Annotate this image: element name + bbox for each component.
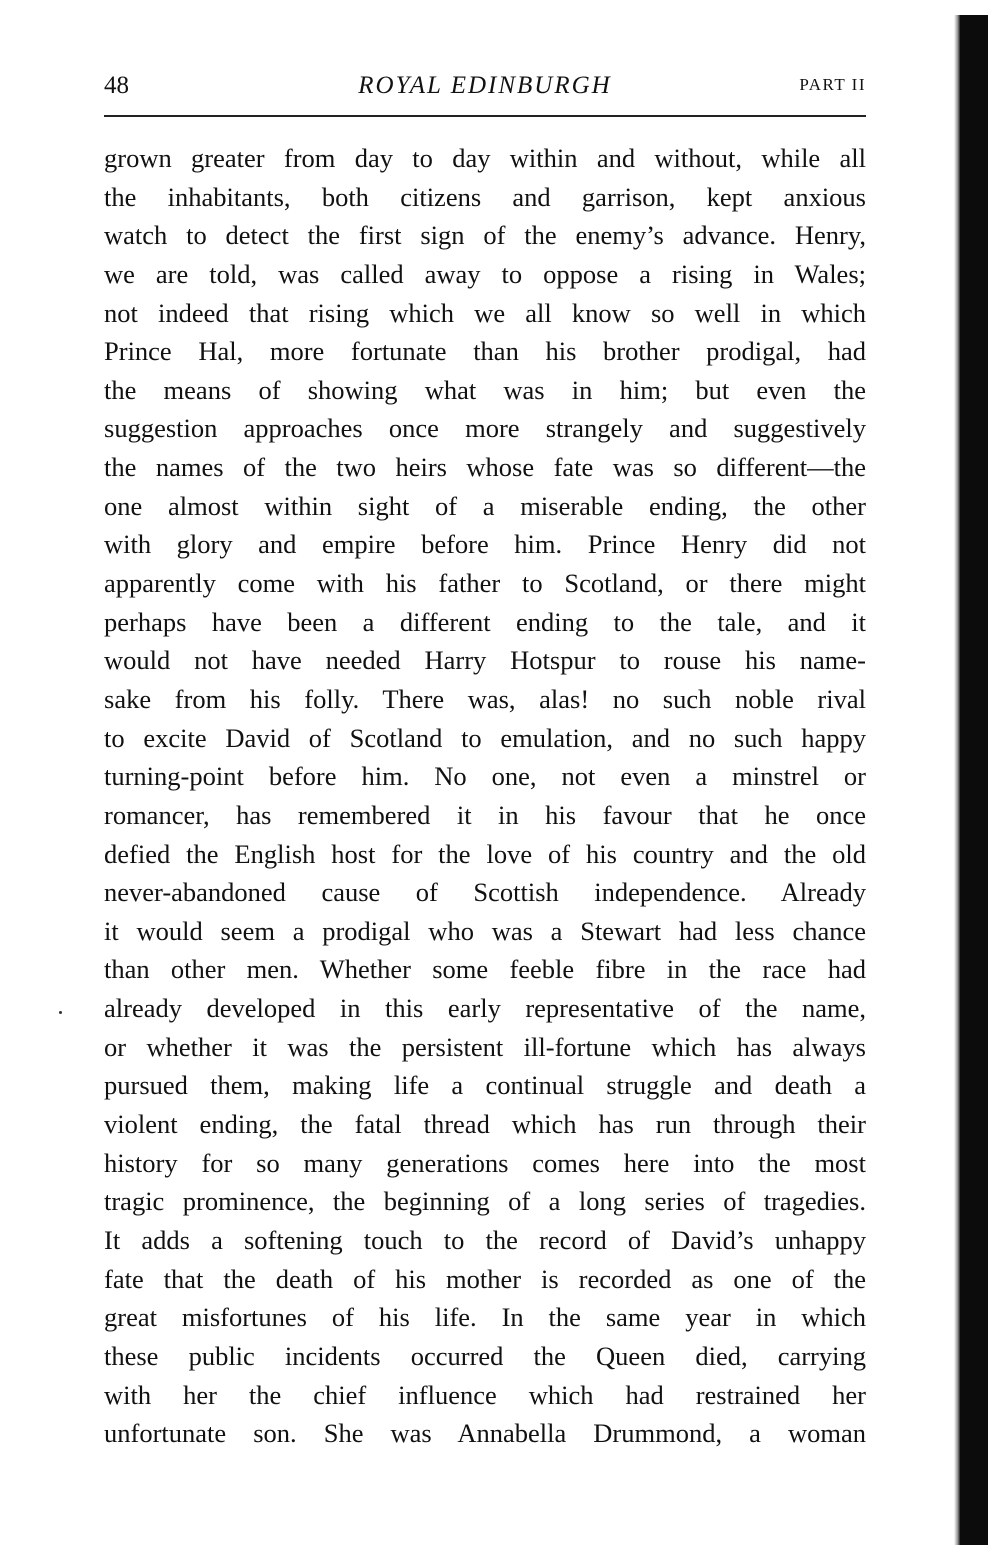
text-line-content: never-abandoned cause of Scottish independence. Already (104, 877, 866, 908)
text-line-content: than other men. Whether some feeble fibre in the race had (104, 954, 866, 985)
text-line (104, 873, 866, 912)
text-line-content: watch to detect the first sign of the enemy’s advance. Henry, (104, 220, 866, 251)
text-line-content: turning-point before him. No one, not even a minstrel or (104, 761, 866, 792)
text-line-content: with glory and empire before him. Prince Henry did not (104, 529, 866, 560)
text-line (104, 1028, 866, 1067)
text-line-content: history for so many generations comes here into the most (104, 1147, 866, 1178)
text-line (104, 1182, 866, 1221)
text-line-content: pursued them, making life a continual struggle and death a (104, 1070, 866, 1101)
text-line-content: tragic prominence, the beginning of a long series of tragedies. (104, 1186, 866, 1217)
text-line-content: sake from his folly. There was, alas! no such noble rival (104, 683, 866, 714)
margin-speck (59, 1011, 62, 1014)
text-line (104, 525, 866, 564)
text-line-content: to excite David of Scotland to emulation, and no such happy (104, 722, 866, 753)
running-title: ROYAL EDINBURGH (358, 72, 612, 99)
text-line (104, 139, 866, 178)
text-line (104, 912, 866, 951)
header-rule (104, 115, 866, 117)
text-line-content: defied the English host for the love of his country and the old (104, 838, 866, 869)
text-line (104, 835, 866, 874)
text-line (104, 1260, 866, 1299)
text-line-content: one almost within sight of a miserable ending, the other (104, 490, 866, 521)
text-line-content: violent ending, the fatal thread which has run through their (104, 1109, 866, 1140)
text-line-content: the inhabitants, both citizens and garrison, kept anxious (104, 181, 866, 212)
text-line-content: the names of the two heirs whose fate was so different—the (104, 452, 866, 483)
part-label: PART II (799, 75, 866, 94)
text-line (104, 371, 866, 410)
body-text (104, 139, 866, 1453)
text-line-content: we are told, was called away to oppose a rising in Wales; (104, 258, 866, 289)
text-line (104, 796, 866, 835)
text-line (104, 1337, 866, 1376)
text-line (104, 216, 866, 255)
text-line (104, 255, 866, 294)
text-line (104, 1298, 866, 1337)
scan-edge (960, 15, 988, 1545)
text-line-content: suggestion approaches once more strangely and suggestively (104, 413, 866, 444)
text-line (104, 641, 866, 680)
text-line (104, 1066, 866, 1105)
text-line (104, 719, 866, 758)
text-line (104, 603, 866, 642)
text-line-content: or whether it was the persistent ill-fortune which has always (104, 1031, 866, 1062)
text-line (104, 409, 866, 448)
page-number: 48 (104, 72, 129, 99)
text-line (104, 950, 866, 989)
text-line (104, 332, 866, 371)
text-line-content: would not have needed Harry Hotspur to rouse his name- (104, 645, 866, 676)
text-line-content: the means of showing what was in him; but even the (104, 374, 866, 405)
text-line-content: fate that the death of his mother is recorded as one of the (104, 1263, 866, 1294)
text-line (104, 680, 866, 719)
text-line (104, 1105, 866, 1144)
text-line-content: apparently come with his father to Scotland, or there might (104, 568, 866, 599)
text-line-content: grown greater from day to day within and without, while all (104, 143, 866, 173)
text-line (104, 178, 866, 217)
text-line (104, 989, 866, 1028)
text-line (104, 448, 866, 487)
text-line-content: with her the chief influence which had restrained her (104, 1379, 866, 1410)
text-line (104, 1414, 866, 1453)
text-line (104, 487, 866, 526)
text-line-content: it would seem a prodigal who was a Stewart had less chance (104, 915, 866, 946)
running-header (104, 72, 866, 106)
text-line (104, 564, 866, 603)
text-line (104, 1376, 866, 1415)
text-line-content: Prince Hal, more fortunate than his brother prodigal, had (104, 336, 866, 367)
text-line-content: perhaps have been a different ending to the tale, and it (104, 606, 866, 637)
text-line-content: romancer, has remembered it in his favour that he once (104, 799, 866, 830)
text-line-content: not indeed that rising which we all know so well in which (104, 297, 866, 328)
text-line-content: these public incidents occurred the Queen died, carrying (104, 1340, 866, 1371)
text-line-content: already developed in this early representative of the name, (104, 993, 866, 1024)
text-line-content: It adds a softening touch to the record of David’s unhappy (104, 1224, 866, 1255)
text-line (104, 757, 866, 796)
text-line-content: unfortunate son. She was Annabella Drummond, a woman (104, 1418, 866, 1449)
text-line (104, 1144, 866, 1183)
text-line (104, 294, 866, 333)
text-line (104, 1221, 866, 1260)
text-line-content: great misfortunes of his life. In the same year in which (104, 1302, 866, 1333)
